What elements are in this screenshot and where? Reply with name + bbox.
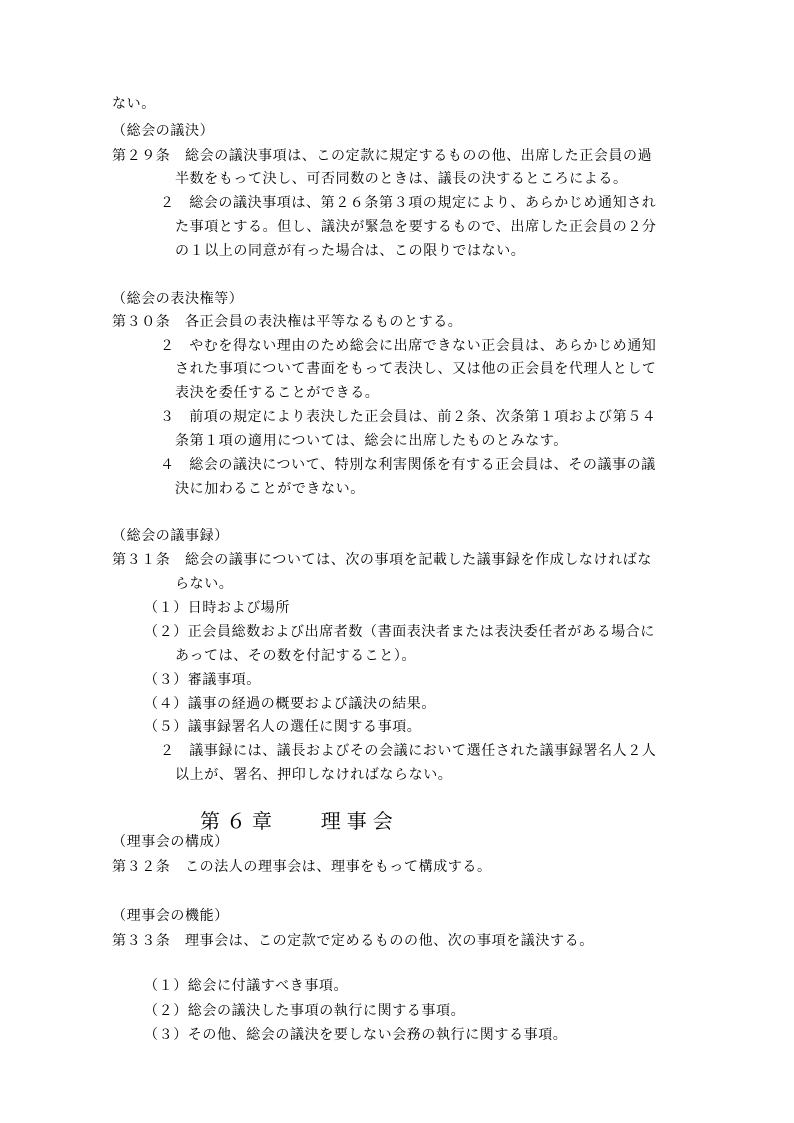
list-item: （２）正会員総数および出席者数（書面表決者または表決委任者がある場合に [144, 624, 655, 640]
text-line: 半数をもって決し、可否同数のときは、議長の決するところによる。 [175, 171, 628, 187]
text-line: あっては、その数を付記すること）。 [175, 648, 417, 664]
list-item: （３）審議事項。 [144, 672, 261, 688]
list-item: （４）議事の経過の概要および議決の結果。 [144, 696, 436, 712]
chapter-title: 理事会 [320, 809, 399, 833]
article-30: 第３０条 各正会員の表決権は平等なるものとする。 [112, 314, 463, 330]
paragraph-item: ４ 総会の議決について、特別な利害関係を有する正会員は、その議事の議 [160, 457, 656, 473]
text-line: 以上が、署名、押印しなければならない。 [175, 767, 453, 783]
section-heading: （理事会の構成） [112, 834, 229, 850]
text-line: ない。 [112, 96, 156, 112]
section-heading: （総会の議決） [112, 123, 215, 139]
chapter-number: 第６章 [200, 809, 278, 833]
list-item: （１）日時および場所 [144, 600, 290, 616]
text-line: らない。 [175, 576, 234, 592]
text-line: た事項とする。但し、議決が緊急を要するもので、出席した正会員の２分 [175, 219, 657, 235]
text-line: 条第１項の適用については、総会に出席したものとみなす。 [175, 433, 568, 449]
section-heading: （総会の議事録） [112, 528, 229, 544]
paragraph-item: ２ やむを得ない理由のため総会に出席できない正会員は、あらかじめ通知 [160, 338, 657, 354]
text-line: 表決を委任することができる。 [175, 385, 380, 401]
list-item: （５）議事録署名人の選任に関する事項。 [144, 719, 422, 735]
list-item: （１）総会に付議すべき事項。 [144, 978, 349, 994]
article-33: 第３３条 理事会は、この定款で定めるものの他、次の事項を議決する。 [112, 933, 594, 949]
section-heading: （総会の表決権等） [112, 291, 244, 307]
chapter-heading [200, 806, 399, 836]
section-heading: （理事会の機能） [112, 908, 229, 924]
list-item: （３）その他、総会の議決を要しない会務の執行に関する事項。 [144, 1027, 568, 1043]
text-line: 決に加わることができない。 [175, 481, 365, 497]
paragraph-item: ３ 前項の規定により表決した正会員は、前２条、次条第１項および第５４ [160, 409, 657, 425]
article-31: 第３１条 総会の議事については、次の事項を記載した議事録を作成しなければな [112, 552, 652, 568]
paragraph-item: ２ 議事録には、議長およびその会議において選任された議事録署名人２人 [160, 743, 657, 759]
article-32: 第３２条 この法人の理事会は、理事をもって構成する。 [112, 859, 492, 875]
text-line: された事項について書面をもって表決し、又は他の正会員を代理人として [175, 361, 657, 377]
text-line: の１以上の同意が有った場合は、この限りではない。 [175, 243, 526, 259]
paragraph-item: ２ 総会の議決事項は、第２６条第３項の規定により、あらかじめ通知され [160, 195, 657, 211]
article-29: 第２９条 総会の議決事項は、この定款に規定するものの他、出席した正会員の過 [112, 148, 653, 164]
list-item: （２）総会の議決した事項の執行に関する事項。 [144, 1003, 466, 1019]
